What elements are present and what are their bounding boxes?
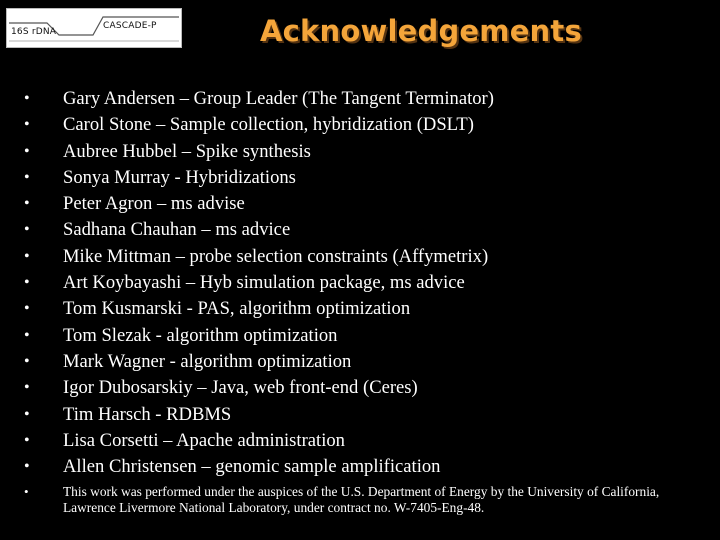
list-item — [24, 323, 714, 349]
logo — [6, 8, 182, 48]
funding-footnote — [24, 484, 714, 516]
list-item-text: Sonya Murray - Hybridizations — [63, 166, 296, 188]
bullet-icon: • — [24, 405, 30, 423]
list-item-text: Allen Christensen – genomic sample amplification — [63, 456, 441, 478]
list-item-text: Gary Andersen – Group Leader (The Tangent Terminator) — [63, 88, 494, 109]
list-item-text: Mark Wagner - algorithm optimization — [63, 350, 352, 372]
list-item-text: Tom Kusmarski - PAS, algorithm optimization — [63, 298, 411, 320]
bullet-icon: • — [24, 142, 30, 160]
list-item-text: Art Koybayashi – Hyb simulation package, ms advice — [63, 272, 465, 294]
bullet-icon: • — [24, 247, 30, 265]
bullet-icon: • — [24, 90, 30, 107]
bullet-icon: • — [24, 431, 30, 449]
logo-label-cascade-p: CASCADE-P — [103, 21, 157, 31]
bullet-icon: • — [24, 379, 30, 397]
list-item — [24, 402, 714, 428]
list-item-text: Igor Dubosarskiy – Java, web front-end (Ceres) — [63, 377, 418, 399]
list-item — [24, 454, 714, 480]
slide-title: Acknowledgements — [260, 14, 582, 48]
list-item — [24, 428, 714, 454]
list-item — [24, 165, 714, 191]
bullet-icon: • — [24, 458, 30, 476]
acknowledgement-list — [24, 86, 714, 480]
bullet-icon: • — [24, 168, 30, 186]
footnote-text: This work was performed under the auspices of the U.S. Department of Energy by the University of California, Lawrence Livermore National Laboratory, under contract no. W-7405-Eng-48. — [63, 484, 660, 515]
list-item — [24, 244, 714, 270]
bullet-icon: • — [24, 352, 30, 370]
list-item-text: Tom Slezak - algorithm optimization — [63, 324, 338, 346]
list-item-text: Lisa Corsetti – Apache administration — [63, 429, 345, 451]
list-item — [24, 375, 714, 401]
logo-label-16s-rdna: 16S rDNA — [11, 27, 57, 37]
list-item-text: Sadhana Chauhan – ms advice — [63, 219, 291, 241]
bullet-icon: • — [24, 326, 30, 344]
bullet-icon: • — [24, 195, 30, 213]
list-item — [24, 86, 714, 112]
bullet-icon: • — [24, 221, 30, 239]
bullet-icon: • — [24, 274, 30, 292]
list-item-text: Mike Mittman – probe selection constraints (Affymetrix) — [63, 245, 489, 267]
list-item-text: Peter Agron – ms advise — [63, 193, 245, 215]
list-item-text: Carol Stone – Sample collection, hybridization (DSLT) — [63, 114, 474, 136]
list-item-text: Aubree Hubbel – Spike synthesis — [63, 140, 311, 162]
bullet-icon: • — [24, 116, 30, 134]
bullet-icon: • — [24, 300, 30, 318]
list-item-text: Tim Harsch - RDBMS — [63, 403, 232, 425]
list-item — [24, 112, 714, 138]
list-item — [24, 349, 714, 375]
bullet-icon: • — [24, 484, 29, 499]
list-item — [24, 217, 714, 243]
list-item — [24, 139, 714, 165]
list-item — [24, 270, 714, 296]
list-item — [24, 191, 714, 217]
list-item — [24, 296, 714, 322]
